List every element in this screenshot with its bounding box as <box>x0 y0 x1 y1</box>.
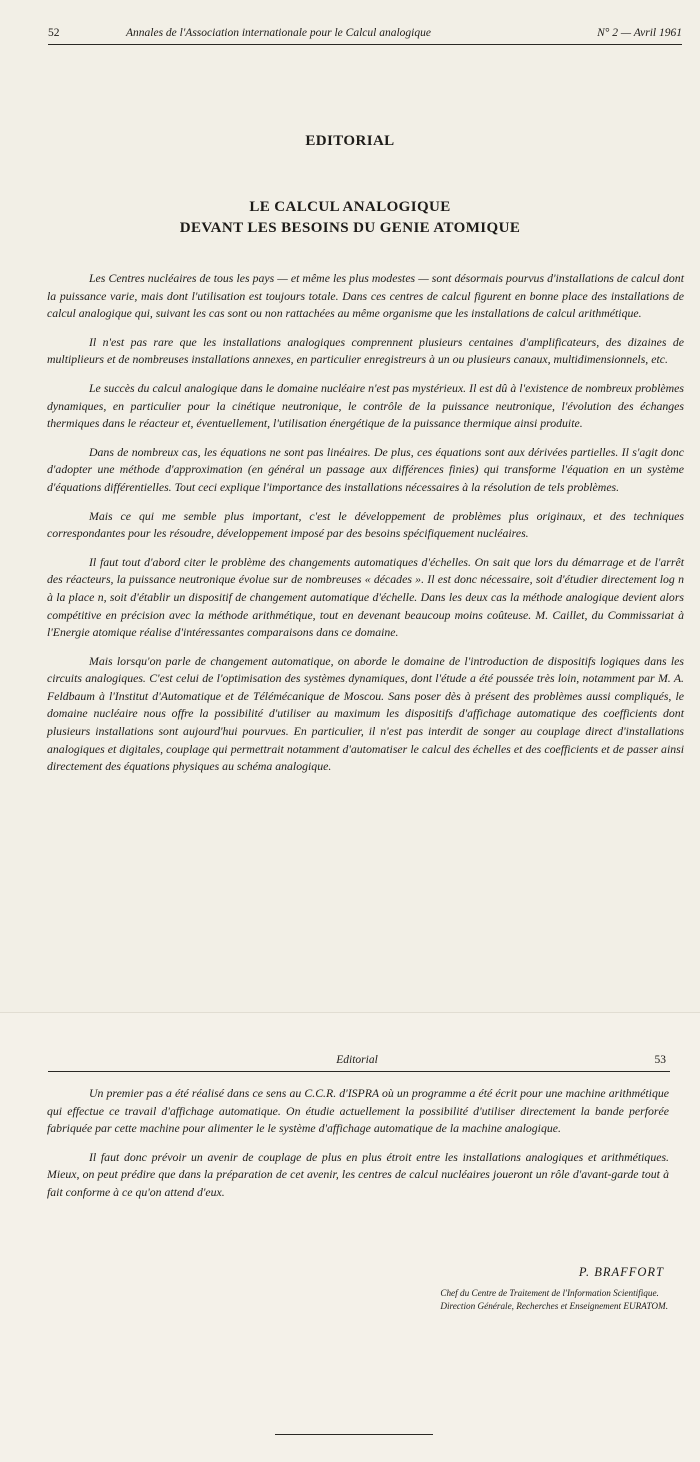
paragraph: Mais lorsqu'on parle de changement automatique, on aborde le domaine de l'introduction de dispositifs logiques dans les circuits analogiques. C'est celui de l'optimisation des systèmes dynamiques, dont l'étude a été poussée très loin, notamment par M. A. Feldbaum à l'Institut d'Automatique et de Télémécanique de Moscou. Sans poser dès à présent des problèmes aussi compliqués, le domaine nucléaire nous offre la possibilité d'utiliser au maximum les dispositifs d'affichage automatique des coefficients dont plusieurs installations sont aujourd'hui pourvues. En particulier, il n'est pas interdit de songer au couplage direct d'installations analogiques et digitales, couplage qui permettrait notamment d'automatiser le calcul des échelles et des coefficients et de passer ainsi directement des équations physiques au schéma analogique. <box>47 653 684 774</box>
article-title-line-1: LE CALCUL ANALOGIQUE <box>249 199 451 215</box>
footer-rule <box>275 1434 433 1435</box>
paragraph: Mais ce qui me semble plus important, c'est le développement de problèmes plus originaux, et des techniques correspondantes pour les résoudre, développement imposé par des besoins spécifiquement nucléaires. <box>47 508 684 541</box>
issue-label: N° 2 — Avril 1961 <box>597 27 682 39</box>
page-number: 53 <box>654 1054 666 1066</box>
affiliation-line-2: Direction Générale, Recherches et Enseignement EURATOM. <box>440 1301 668 1311</box>
paragraph: Le succès du calcul analogique dans le domaine nucléaire n'est pas mystérieux. Il est dû à l'existence de nombreux problèmes dynamiques, en particulier pour la cinétique neutronique, le contrôle de la puissance neutronique, l'évolution des échanges thermiques dans le réacteur et, éventuellement, l'utilisation énergétique de la puissance thermique ainsi produite. <box>47 380 684 431</box>
paragraph: Un premier pas a été réalisé dans ce sens au C.C.R. d'ISPRA où un programme a été écrit pour une machine arithmétique qui effectue ce travail d'affichage automatique. On étudie actuellement la possibilité d'utiliser directement la bande perforée fabriquée par cette machine pour alimenter le le système d'affichage automatique de la machine analogique. <box>47 1086 669 1136</box>
paragraph: Il faut tout d'abord citer le problème des changements automatiques d'échelles. On sait que lors du démarrage et de l'arrêt des réacteurs, la puissance neutronique évolue sur de nombreuses « décades ». Il est donc nécessaire, soit d'étudier directement log n à la place n, soit d'établir un dispositif de changement automatique d'échelle. Dans les deux cas la méthode analogique devient alors compétitive en précision avec la méthode arithmétique, tout en devenant beaucoup moins coûteuse. M. Caillet, du Commissariat à l'Energie atomique réalise d'intéressantes comparaisons dans ce domaine. <box>47 554 684 640</box>
article-title-line-2: DEVANT LES BESOINS DU GENIE ATOMIQUE <box>179 220 521 236</box>
running-title: Editorial <box>336 1054 378 1066</box>
paragraph: Les Centres nucléaires de tous les pays — et même les plus modestes — sont désormais pourvus d'installations de calcul dont la puissance varie, mais dont l'utilisation est toujours totale. Dans ces centres de calcul figurent en bonne place des installations de calcul analogique qui, suivant les cas sont ou non rattachées au même organisme que les installations de calcul arithmétique. <box>47 271 684 321</box>
section-title: EDITORIAL <box>305 133 395 149</box>
paragraph: Il n'est pas rare que les installations analogiques comprennent plusieurs centaines d'amplificateurs, des dizaines de multiplieurs et de nombreuses installations annexes, en particulier enregistreurs à un ou plusieurs canaux, multidimensionnels, etc. <box>47 334 684 367</box>
journal-title: Annales de l'Association internationale pour le Calcul analogique <box>126 27 431 39</box>
header-rule <box>48 44 682 45</box>
page-number: 52 <box>48 27 60 39</box>
author-affiliation <box>440 1287 668 1313</box>
page-53 <box>0 1012 700 1462</box>
header-rule <box>48 1071 670 1072</box>
affiliation-line-1: Chef du Centre de Traitement de l'Information Scientifique. <box>440 1288 659 1298</box>
article-body-continued <box>47 1085 669 1213</box>
article-title <box>0 197 700 239</box>
article-body <box>47 270 684 787</box>
paragraph: Il faut donc prévoir un avenir de couplage de plus en plus étroit entre les installations analogiques et arithmétiques. Mieux, on peut prédire que dans la préparation de cet avenir, les centres de calcul nucléaires joueront un rôle d'avant-garde tout à fait conforme à ce qu'on attend d'eux. <box>47 1149 669 1199</box>
author-signature: P. BRAFFORT <box>578 1265 664 1279</box>
paragraph: Dans de nombreux cas, les équations ne sont pas linéaires. De plus, ces équations sont aux dérivées partielles. Il s'agit donc d'adopter une méthode d'approximation (en général un passage aux différences finies) qui transforme l'équation en un système d'équations différentielles. Tout ceci explique l'importance des installations nécessaires à la résolution de tels problèmes. <box>47 444 684 494</box>
